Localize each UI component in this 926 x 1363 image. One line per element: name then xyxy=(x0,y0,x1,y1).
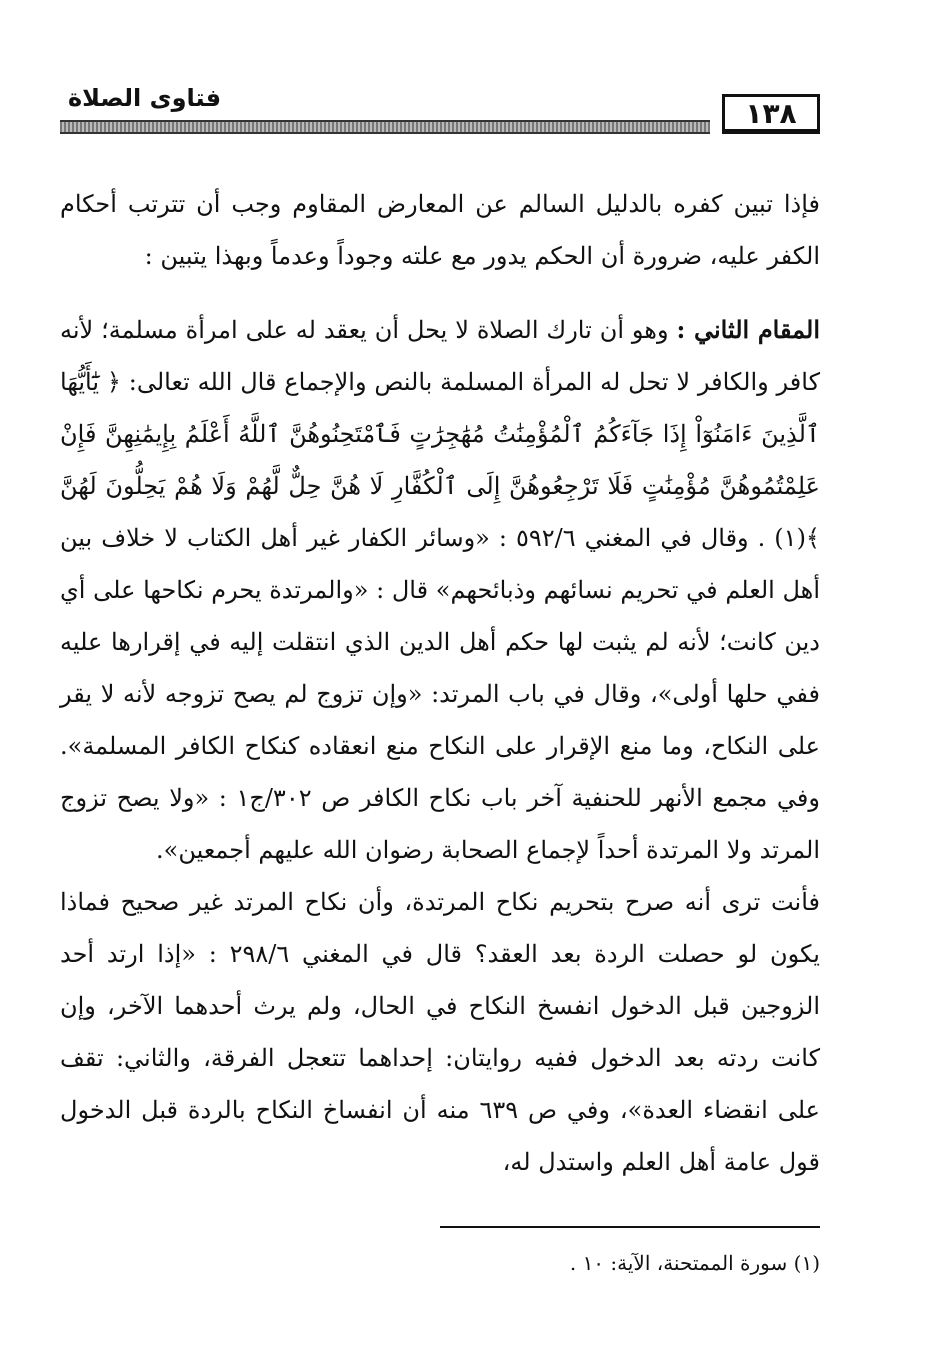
paragraph-1: فإذا تبين كفره بالدليل السالم عن المعارض المقاوم وجب أن تترتب أحكام الكفر عليه، ضرورة أن الحكم يدور مع علته وجوداً وعدماً وبهذا يتبين : xyxy=(60,190,820,270)
page-number: ١٣٨ xyxy=(722,94,820,134)
footnote: (١) سورة الممتحنة، الآية: ١٠ . xyxy=(569,1251,820,1275)
header-decorative-band xyxy=(60,120,710,134)
paragraph-2 xyxy=(60,304,820,876)
paragraph-2-text: وهو أن تارك الصلاة لا يحل أن يعقد له على امرأة مسلمة؛ لأنه كافر والكافر لا تحل له المرأة المسلمة بالنص والإجماع قال الله تعالى: ﴿ يَٰٓأَيُّهَا ٱلَّذِينَ ءَامَنُوٓاْ إِذَا جَآءَكُمُ ٱلْمُؤْمِنَٰتُ مُهَٰجِرَٰتٍ فَٱمْتَحِنُوهُنَّ ٱللَّهُ أَعْلَمُ بِإِيمَٰنِهِنَّ فَإِنْ عَلِمْتُمُوهُنَّ مُؤْمِنَٰتٍ فَلَا تَرْجِعُوهُنَّ إِلَى ٱلْكُفَّارِ لَا هُنَّ حِلٌّ لَّهُمْ وَلَا هُمْ يَحِلُّونَ لَهُنَّ ﴾(١) . وقال في المغني ٥٩٢/٦ : «وسائر الكفار غير أهل الكتاب لا خلاف بين أهل العلم في تحريم نسائهم وذبائحهم» قال : «والمرتدة يحرم نكاحها على أي دين كانت؛ لأنه لم يثبت لها حكم أهل الدين الذي انتقلت إليه في إقرارها عليه ففي حلها أولى»، وقال في باب المرتد: «وإن تزوج لم يصح تزوجه لأنه لا يقر على النكاح، وما منع الإقرار على النكاح منع انعقاده كنكاح الكافر المسلمة». وفي مجمع الأنهر للحنفية آخر باب نكاح الكافر ص ٣٠٢/ج١ : «ولا يصح تزوج المرتد ولا المرتدة أحداً لإجماع الصحابة رضوان الله عليهم أجمعين». xyxy=(60,316,820,864)
paragraph-3: فأنت ترى أنه صرح بتحريم نكاح المرتدة، وأن نكاح المرتد غير صحيح فماذا يكون لو حصلت الردة بعد العقد؟ قال في المغني ٢٩٨/٦ : «إذا ارتد أحد الزوجين قبل الدخول انفسخ النكاح في الحال، ولم يرث أحدهما الآخر، وإن كانت ردته بعد الدخول ففيه روايتان: إحداهما تتعجل الفرقة، والثاني: تقف على انقضاء العدة»، وفي ص ٦٣٩ منه أن انفساخ النكاح بالردة قبل الدخول قول عامة أهل العلم واستدل له، xyxy=(60,888,821,1176)
page-header xyxy=(60,84,820,138)
section-heading: المقام الثاني : xyxy=(676,315,820,344)
main-text xyxy=(60,178,820,1188)
running-title: فتاوى الصلاة xyxy=(60,84,227,112)
footnote-separator xyxy=(440,1226,820,1228)
